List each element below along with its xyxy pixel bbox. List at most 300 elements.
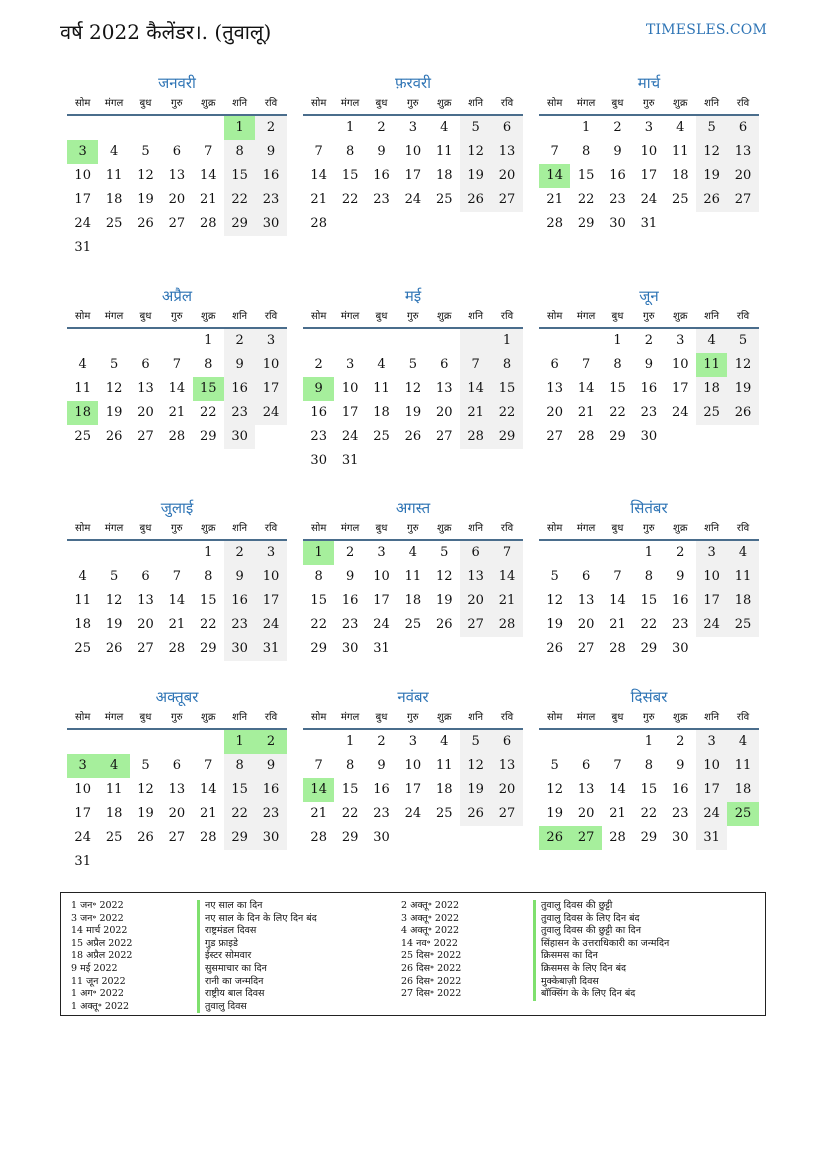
day-cell: 30: [373, 830, 390, 845]
day-cell: 25: [671, 192, 689, 207]
day-grid: [303, 329, 523, 473]
day-cell: 25: [435, 806, 453, 821]
day-cell: 13: [546, 381, 563, 396]
day-cell: 30: [671, 641, 689, 656]
weekday-label: गुरु: [171, 712, 183, 723]
day-cell: 14: [199, 782, 217, 797]
day-cell: 26: [460, 802, 491, 826]
day-cell: 9: [255, 140, 286, 164]
day-cell: 8: [581, 144, 591, 159]
day-cell: 11: [435, 144, 453, 159]
weekday-label: रवि: [264, 98, 278, 109]
holiday-legend: [60, 892, 766, 1016]
empty-cell: [429, 637, 460, 661]
month-calendar: [303, 285, 523, 473]
day-cell: 2: [255, 116, 286, 140]
month-calendar: [303, 497, 523, 661]
day-cell: 31: [74, 240, 91, 255]
empty-cell: [460, 212, 491, 236]
day-cell: 11: [74, 593, 91, 608]
day-cell: 6: [440, 357, 449, 372]
day-cell: 22: [224, 188, 255, 212]
month-calendar: [303, 686, 523, 850]
day-cell: 17: [341, 405, 359, 420]
day-cell: 21: [168, 617, 186, 632]
legend-names-left: [197, 900, 317, 1013]
day-cell: 15: [199, 593, 217, 608]
day-cell: 17: [255, 377, 286, 401]
empty-cell: [255, 850, 286, 874]
empty-cell: [570, 730, 601, 754]
day-cell: 20: [168, 192, 186, 207]
empty-cell: [67, 730, 98, 754]
empty-cell: [665, 212, 696, 236]
day-cell: 17: [404, 168, 422, 183]
day-cell: 5: [141, 758, 150, 773]
weekday-label: रवि: [264, 712, 278, 723]
day-grid: [67, 116, 287, 260]
day-cell: 5: [109, 357, 119, 372]
day-cell: 12: [696, 140, 727, 164]
day-cell: 20: [727, 164, 758, 188]
legend-date: 14 नव॰ 2022: [401, 937, 458, 949]
empty-cell: [98, 541, 129, 565]
empty-cell: [539, 541, 570, 565]
day-cell: 25: [74, 641, 91, 656]
day-grid: [539, 730, 759, 850]
day-cell: 15: [310, 593, 327, 608]
weekday-label: मंगल: [576, 311, 596, 322]
weekday-label: मंगल: [340, 311, 360, 322]
day-cell: 17: [74, 192, 91, 207]
day-cell: 10: [640, 144, 658, 159]
day-cell: 13: [727, 140, 758, 164]
day-cell: 13: [168, 168, 186, 183]
weekday-label: बुध: [139, 523, 152, 534]
day-cell: 4: [727, 730, 758, 754]
day-cell: 10: [74, 168, 91, 183]
day-cell: 21: [609, 617, 626, 632]
empty-cell: [366, 329, 397, 353]
day-cell: 3: [255, 329, 286, 353]
day-cell: 11: [404, 569, 422, 584]
day-cell: 18: [74, 617, 91, 632]
day-cell: 21: [460, 401, 491, 425]
day-cell: 18: [404, 593, 422, 608]
month-name: मार्च: [637, 74, 661, 92]
month-calendar: [67, 686, 287, 874]
day-cell: 12: [727, 353, 758, 377]
day-cell: 29: [609, 429, 626, 444]
day-cell: 26: [539, 826, 570, 850]
day-cell: 2: [224, 329, 255, 353]
day-cell: 2: [377, 120, 386, 135]
day-cell: 26: [137, 216, 154, 231]
day-cell: 4: [696, 329, 727, 353]
day-cell: 25: [727, 802, 758, 826]
day-cell: 19: [460, 164, 491, 188]
day-cell: 24: [696, 802, 727, 826]
empty-cell: [602, 730, 633, 754]
day-cell: 2: [676, 734, 685, 749]
day-cell: 1: [224, 116, 255, 140]
day-cell: 18: [373, 405, 390, 420]
day-cell: 23: [224, 613, 255, 637]
day-cell: 29: [199, 641, 217, 656]
day-cell: 22: [640, 617, 658, 632]
day-cell: 7: [550, 144, 559, 159]
empty-cell: [539, 329, 570, 353]
day-cell: 5: [408, 357, 417, 372]
day-cell: 8: [204, 357, 213, 372]
day-cell: 5: [550, 569, 559, 584]
day-cell: 12: [546, 782, 563, 797]
weekday-label: रवि: [500, 523, 514, 534]
legend-dates-right: [401, 900, 461, 1001]
day-cell: 5: [109, 569, 119, 584]
day-cell: 16: [310, 405, 327, 420]
day-cell: 19: [435, 593, 453, 608]
legend-holiday-name: ईस्टर सोमवार: [197, 950, 317, 963]
day-cell: 27: [491, 188, 522, 212]
weekday-label: शुक्र: [201, 311, 216, 322]
day-cell: 8: [345, 758, 355, 773]
day-cell: 7: [172, 357, 181, 372]
empty-cell: [397, 637, 428, 661]
day-cell: 28: [310, 830, 327, 845]
day-cell: 24: [671, 405, 689, 420]
empty-cell: [98, 116, 129, 140]
day-cell: 7: [491, 541, 522, 565]
legend-holiday-name: गुड फ्राइडे: [197, 938, 317, 951]
day-cell: 13: [577, 782, 595, 797]
day-cell: 6: [727, 116, 758, 140]
day-cell: 22: [577, 192, 595, 207]
legend-date: 4 अक्तू॰ 2022: [401, 925, 460, 937]
day-cell: 15: [609, 381, 626, 396]
day-cell: 31: [373, 641, 390, 656]
empty-cell: [161, 116, 192, 140]
legend-names-right: [533, 900, 669, 1001]
empty-cell: [429, 329, 460, 353]
empty-cell: [491, 449, 522, 473]
day-cell: 8: [314, 569, 323, 584]
empty-cell: [727, 826, 758, 850]
day-cell: 10: [671, 357, 689, 372]
day-cell: 23: [373, 192, 390, 207]
day-cell: 14: [199, 168, 217, 183]
legend-holiday-name: मुक्केबाज़ी दिवस: [533, 976, 669, 989]
day-cell: 6: [550, 357, 559, 372]
day-cell: 14: [303, 778, 334, 802]
day-cell: 23: [373, 806, 390, 821]
day-cell: 14: [609, 593, 626, 608]
weekday-label: सोम: [311, 311, 327, 322]
empty-cell: [161, 236, 192, 260]
day-cell: 24: [696, 613, 727, 637]
day-cell: 27: [168, 830, 186, 845]
day-cell: 28: [310, 216, 327, 231]
day-cell: 20: [168, 806, 186, 821]
day-cell: 17: [696, 778, 727, 802]
empty-cell: [665, 425, 696, 449]
month-calendar: [67, 285, 287, 449]
weekday-label: गुरु: [171, 523, 183, 534]
day-cell: 26: [105, 429, 123, 444]
day-cell: 8: [345, 144, 355, 159]
day-cell: 18: [435, 168, 453, 183]
empty-cell: [161, 541, 192, 565]
weekday-label: शनि: [232, 523, 248, 534]
day-cell: 11: [435, 758, 453, 773]
day-cell: 20: [577, 617, 595, 632]
site-logo-text[interactable]: TIMESLES.COM: [646, 22, 767, 38]
day-cell: 24: [255, 613, 286, 637]
empty-cell: [130, 116, 161, 140]
day-cell: 15: [341, 782, 359, 797]
day-cell: 22: [491, 401, 522, 425]
day-cell: 19: [137, 192, 154, 207]
day-cell: 7: [613, 758, 622, 773]
legend-date: 3 जन॰ 2022: [71, 912, 124, 924]
empty-cell: [727, 425, 758, 449]
weekday-label: बुध: [375, 98, 388, 109]
day-cell: 14: [168, 593, 186, 608]
day-cell: 4: [377, 357, 386, 372]
day-cell: 7: [581, 357, 591, 372]
legend-date: 25 दिस॰ 2022: [401, 950, 462, 962]
legend-holiday-name: बॉक्सिंग के के लिए दिन बंद: [533, 988, 669, 1001]
weekday-label: शनि: [232, 98, 248, 109]
day-cell: 24: [404, 806, 422, 821]
weekday-label: मंगल: [104, 98, 124, 109]
day-cell: 15: [224, 164, 255, 188]
empty-cell: [161, 329, 192, 353]
day-cell: 2: [345, 545, 355, 560]
day-cell: 26: [404, 429, 422, 444]
day-cell: 7: [204, 758, 213, 773]
day-cell: 31: [255, 637, 286, 661]
weekday-label: शनि: [704, 523, 720, 534]
day-cell: 20: [435, 405, 453, 420]
day-cell: 5: [460, 116, 491, 140]
day-cell: 9: [224, 353, 255, 377]
day-cell: 11: [696, 353, 727, 377]
day-cell: 23: [310, 429, 327, 444]
day-cell: 1: [204, 333, 213, 348]
weekday-label: रवि: [500, 712, 514, 723]
day-cell: 3: [644, 120, 653, 135]
weekday-label: गुरु: [407, 98, 419, 109]
legend-holiday-name: तुवालु दिवस के लिए दिन बंद: [533, 913, 669, 926]
legend-date: 18 अप्रैल 2022: [71, 950, 133, 962]
weekday-label: बुध: [139, 98, 152, 109]
day-cell: 6: [460, 541, 491, 565]
day-cell: 25: [74, 429, 91, 444]
day-cell: 1: [204, 545, 213, 560]
empty-cell: [491, 637, 522, 661]
weekday-label: गुरु: [171, 98, 183, 109]
weekday-label: बुध: [611, 712, 624, 723]
empty-cell: [397, 212, 428, 236]
day-cell: 26: [105, 641, 123, 656]
day-cell: 11: [727, 754, 758, 778]
day-cell: 21: [310, 192, 327, 207]
weekday-label: रवि: [736, 311, 750, 322]
day-cell: 9: [224, 565, 255, 589]
day-cell: 10: [74, 782, 91, 797]
day-cell: 4: [440, 120, 449, 135]
empty-cell: [539, 730, 570, 754]
weekday-header: [539, 708, 759, 730]
day-cell: 6: [172, 144, 181, 159]
day-cell: 3: [408, 120, 417, 135]
day-cell: 21: [609, 806, 626, 821]
day-cell: 10: [696, 565, 727, 589]
weekday-label: शनि: [704, 712, 720, 723]
day-cell: 5: [440, 545, 449, 560]
day-cell: 5: [460, 730, 491, 754]
day-cell: 28: [199, 216, 217, 231]
month-name: नवंबर: [397, 688, 429, 706]
day-cell: 8: [644, 569, 653, 584]
day-cell: 25: [105, 830, 123, 845]
day-cell: 15: [640, 593, 658, 608]
day-cell: 24: [74, 216, 91, 231]
day-cell: 2: [377, 734, 386, 749]
day-grid: [303, 116, 523, 236]
day-cell: 10: [696, 754, 727, 778]
legend-holiday-name: सिंहासन के उत्तराधिकारी का जन्मदिन: [533, 938, 669, 951]
day-cell: 12: [137, 782, 154, 797]
day-cell: 26: [435, 617, 453, 632]
day-cell: 22: [341, 192, 359, 207]
day-cell: 24: [255, 401, 286, 425]
weekday-label: सोम: [75, 712, 91, 723]
empty-cell: [255, 425, 286, 449]
day-cell: 23: [224, 401, 255, 425]
empty-cell: [429, 826, 460, 850]
day-cell: 16: [224, 377, 255, 401]
day-cell: 14: [609, 782, 626, 797]
empty-cell: [303, 116, 334, 140]
empty-cell: [602, 541, 633, 565]
day-cell: 14: [460, 377, 491, 401]
day-cell: 17: [696, 589, 727, 613]
day-cell: 11: [727, 565, 758, 589]
day-cell: 1: [581, 120, 591, 135]
weekday-label: शनि: [468, 98, 484, 109]
day-cell: 22: [609, 405, 626, 420]
legend-date: 15 अप्रैल 2022: [71, 937, 133, 949]
day-cell: 15: [640, 782, 658, 797]
empty-cell: [397, 449, 428, 473]
empty-cell: [193, 236, 224, 260]
day-cell: 6: [491, 116, 522, 140]
weekday-label: गुरु: [643, 311, 655, 322]
day-cell: 21: [199, 192, 217, 207]
day-cell: 9: [613, 144, 622, 159]
day-cell: 19: [105, 617, 123, 632]
weekday-label: सोम: [311, 523, 327, 534]
day-cell: 13: [137, 593, 154, 608]
empty-cell: [334, 329, 365, 353]
day-cell: 27: [168, 216, 186, 231]
day-cell: 17: [640, 168, 658, 183]
legend-date: 1 जन॰ 2022: [71, 900, 124, 911]
day-cell: 1: [345, 734, 355, 749]
day-cell: 8: [491, 353, 522, 377]
day-cell: 28: [199, 830, 217, 845]
weekday-label: रवि: [736, 712, 750, 723]
empty-cell: [570, 329, 601, 353]
day-cell: 23: [671, 806, 689, 821]
day-cell: 29: [640, 641, 658, 656]
weekday-label: शुक्र: [201, 98, 216, 109]
month-name: जनवरी: [158, 74, 196, 92]
day-cell: 2: [676, 545, 685, 560]
day-cell: 3: [696, 541, 727, 565]
empty-cell: [67, 116, 98, 140]
day-cell: 3: [345, 357, 355, 372]
day-cell: 29: [640, 830, 658, 845]
day-cell: 7: [314, 144, 323, 159]
empty-cell: [460, 449, 491, 473]
day-cell: 9: [377, 758, 386, 773]
day-cell: 21: [491, 589, 522, 613]
weekday-label: बुध: [139, 311, 152, 322]
day-cell: 29: [199, 429, 217, 444]
day-cell: 22: [224, 802, 255, 826]
weekday-label: गुरु: [643, 98, 655, 109]
day-cell: 2: [644, 333, 653, 348]
page-title: वर्ष 2022 कैलेंडर।. (तुवालू): [60, 20, 272, 44]
empty-cell: [696, 425, 727, 449]
legend-dates-left: [71, 900, 132, 1013]
month-name: अगस्त: [395, 499, 431, 517]
day-cell: 24: [373, 617, 390, 632]
day-cell: 21: [546, 192, 563, 207]
day-cell: 27: [570, 826, 601, 850]
day-cell: 23: [341, 617, 359, 632]
day-cell: 22: [341, 806, 359, 821]
day-cell: 1: [644, 734, 653, 749]
day-cell: 23: [609, 192, 626, 207]
day-cell: 7: [204, 144, 213, 159]
legend-date: 26 दिस॰ 2022: [401, 975, 462, 987]
month-calendar: [539, 497, 759, 661]
weekday-label: सोम: [547, 311, 563, 322]
weekday-label: सोम: [547, 712, 563, 723]
weekday-label: शनि: [704, 311, 720, 322]
day-cell: 20: [460, 589, 491, 613]
empty-cell: [193, 730, 224, 754]
day-cell: 30: [671, 830, 689, 845]
day-cell: 9: [676, 758, 685, 773]
day-grid: [67, 730, 287, 874]
empty-cell: [366, 212, 397, 236]
empty-cell: [98, 236, 129, 260]
day-cell: 30: [609, 216, 626, 231]
weekday-label: शुक्र: [437, 98, 452, 109]
weekday-header: [539, 307, 759, 329]
day-cell: 13: [460, 565, 491, 589]
weekday-label: गुरु: [171, 311, 183, 322]
weekday-label: शनि: [704, 98, 720, 109]
empty-cell: [366, 449, 397, 473]
weekday-label: बुध: [611, 311, 624, 322]
day-cell: 13: [168, 782, 186, 797]
